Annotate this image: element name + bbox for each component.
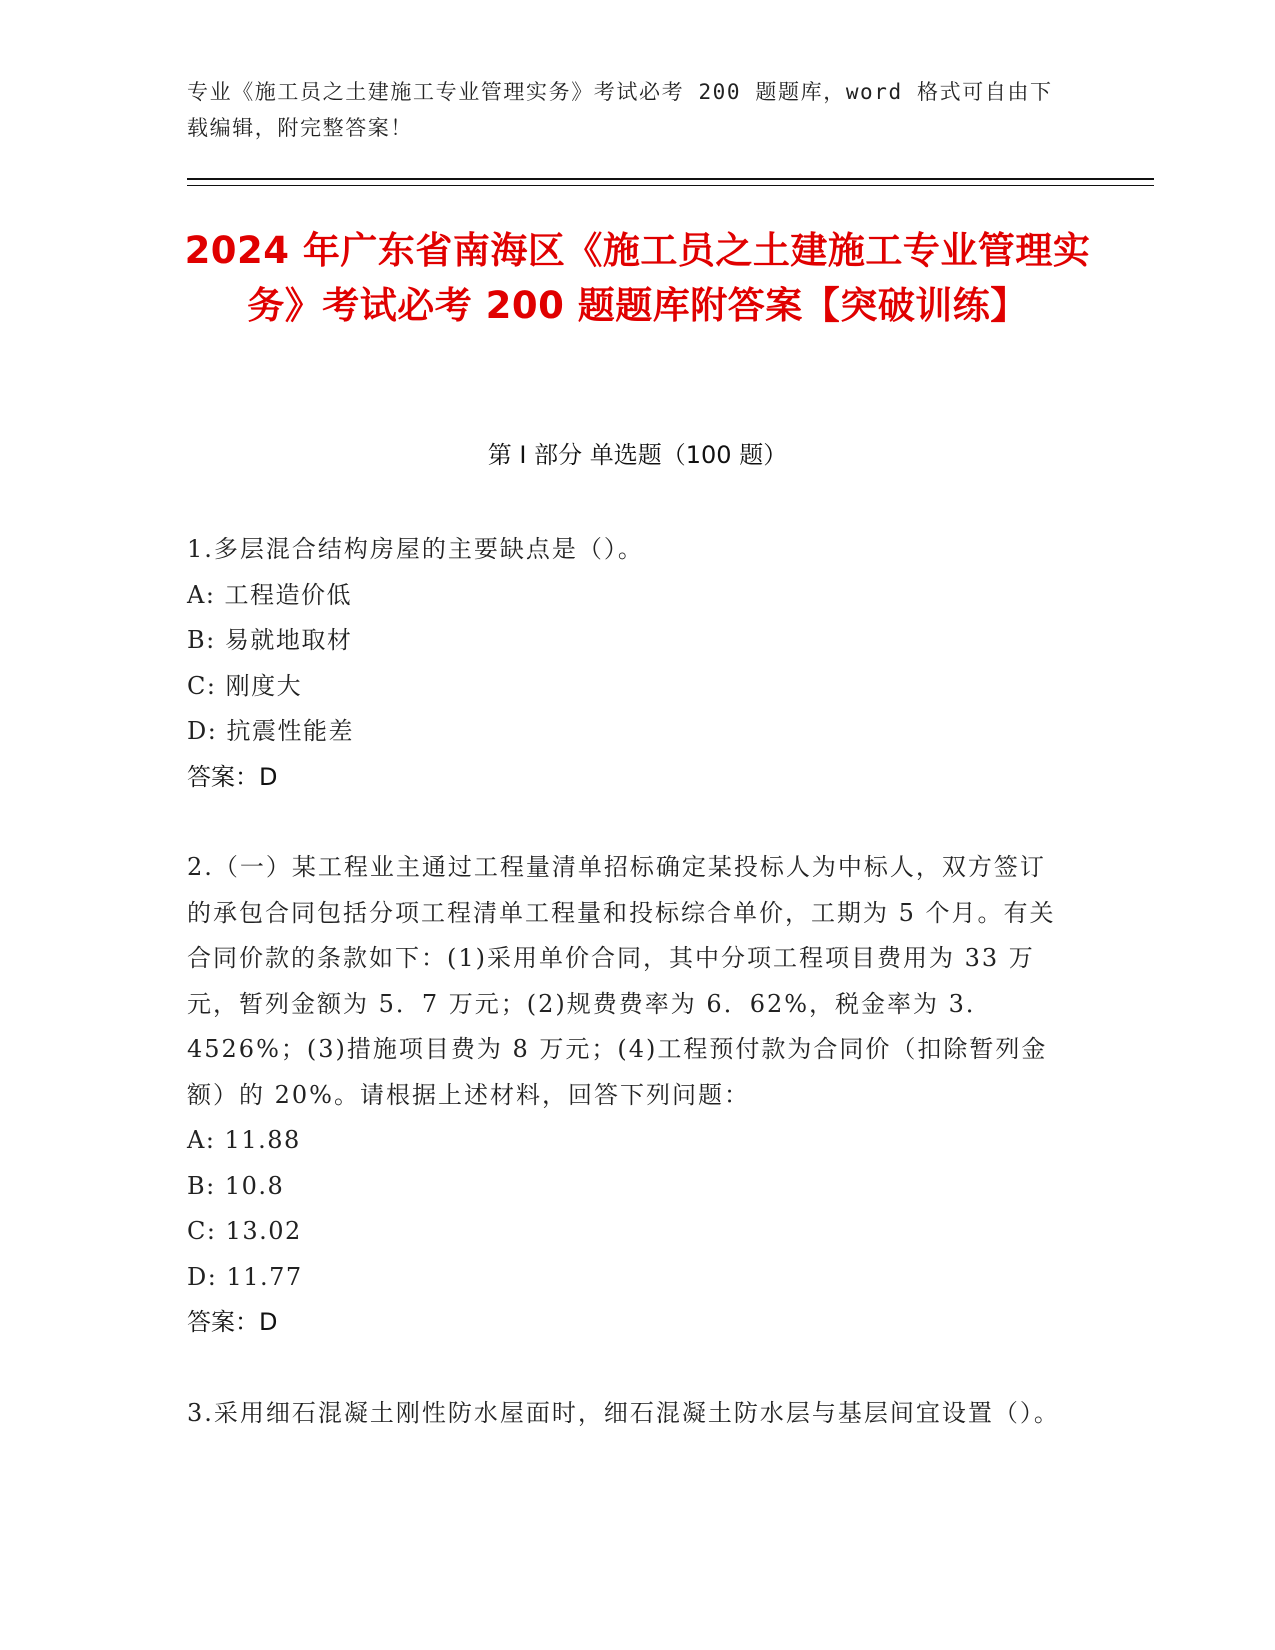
- question-stem: 3.采用细石混凝土刚性防水屋面时，细石混凝土防水层与基层间宜设置（）。: [187, 1398, 1060, 1427]
- option-a: A: 11.88: [187, 1126, 301, 1154]
- question-stem: 1.多层混合结构房屋的主要缺点是（）。: [187, 535, 644, 563]
- header-note: 专业《施工员之土建施工专业管理实务》考试必考 200 题题库，word 格式可自由下载编辑，附完整答案！: [187, 80, 1053, 140]
- header-divider-thick: [187, 178, 1154, 180]
- question-2: [187, 845, 1067, 1346]
- option-d: D: 抗震性能差: [187, 717, 354, 745]
- option-b: B: 10.8: [187, 1171, 285, 1200]
- question-3: [187, 1391, 1067, 1437]
- section-title: 第 I 部分 单选题（100 题）: [487, 441, 788, 469]
- question-list: [187, 527, 1067, 1481]
- document-title: 2024 年广东省南海区《施工员之土建施工专业管理实务》考试必考 200 题题库附答案【突破训练】: [184, 229, 1091, 327]
- option-b: B: 易就地取材: [187, 626, 353, 654]
- option-c: C: 刚度大: [187, 671, 303, 700]
- option-c: C: 13.02: [187, 1217, 302, 1245]
- header-divider-thin: [187, 185, 1154, 186]
- option-d: D: 11.77: [187, 1262, 303, 1291]
- answer: 答案：D: [187, 762, 278, 791]
- answer: 答案：D: [187, 1308, 278, 1336]
- question-stem: 2.（一）某工程业主通过工程量清单招标确定某投标人为中标人，双方签订的承包合同包括分项工程清单工程量和投标综合单价，工期为 5 个月。有关合同价款的条款如下：(1)采用单价合同，其中分项工程项目费用为 33 万元，暂列金额为 5．7 万元；(2)规费费率为 6．62%，税金率为 3．4526%；(3)措施项目费为 8 万元；(4)工程预付款为合同价（扣除暂列金额）的 20%。请根据上述材料，回答下列问题：: [187, 853, 1056, 1109]
- question-1: [187, 527, 1067, 800]
- option-a: A: 工程造价低: [187, 580, 353, 609]
